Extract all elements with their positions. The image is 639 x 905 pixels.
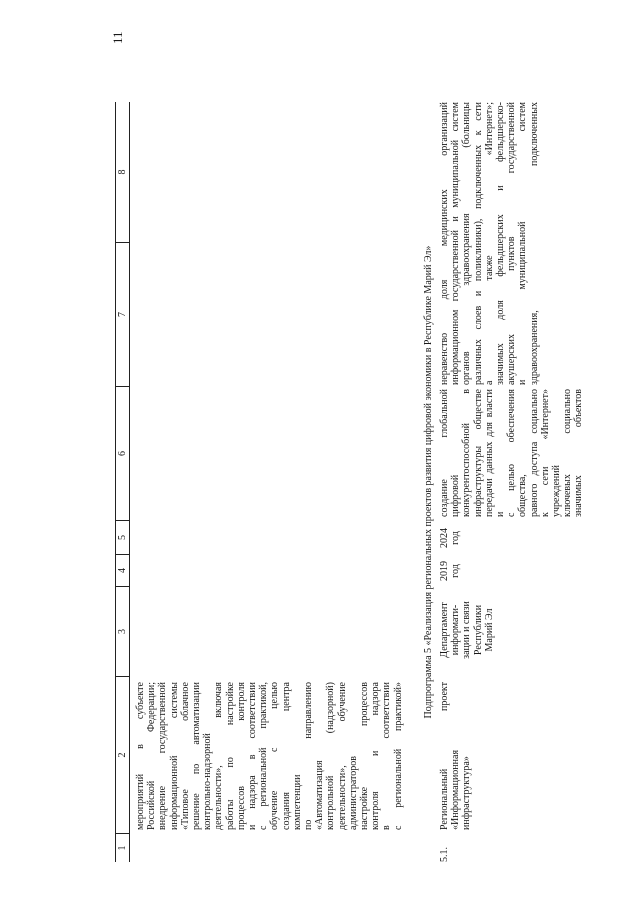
- header-col-5: 5: [116, 521, 129, 555]
- effect-and-indicators: неравенство доля медицинских организаций информационном государственной и муниципальной систем органов здравоохранения (больницы различных слоев и поликлиники), подключенных к сети а также «Интернет»; значимых доля фельдшерских и фельдшерско- акушерских пунктов государственной и муниципальной систем здравоохранения, подключенных: [439, 102, 540, 385]
- executor: Департамент информати- зации и связи Республики Марий Эл: [439, 601, 495, 659]
- project-name: Региональный проект «Информационная инфраструктура»: [439, 682, 473, 830]
- row-number: 5.1.: [439, 847, 450, 862]
- continuation-description: мероприятий в субъекте Российской Федерации; внедрение государственной информационной системы «Типовое облачное решение по автоматизации контрольно-надзорной деятельности», включая работы по настройке процессов контроля и надзора в соответствии с региональной практикой, обучение с целью создания центра компетенции по направлению «Автоматизация контрольной (надзорной) деятельности», обучение администраторов настройке процессов контроля и надзора в соответствии с региональной практикой»: [135, 682, 404, 830]
- header-col-6: 6: [116, 387, 129, 521]
- header-col-7: 7: [116, 243, 129, 387]
- header-col-3: 3: [116, 587, 129, 677]
- table-header-row: [115, 102, 130, 862]
- rotated-table-page: [115, 102, 585, 862]
- subprogram-heading: Подпрограмма 5 «Реализация региональных проектов развития цифровой экономики в Республике Марий Эл»: [423, 245, 434, 719]
- page-number: 11: [110, 31, 125, 44]
- end-year: 2024 год: [439, 528, 462, 548]
- expected-result: создание глобальной цифровой конкурентоспособной в инфраструктуры обществе передачи данных для власти и с целью обеспечения общества, равного доступа социально к сети «Интернет» учреждений ключевых социально значимых объектов: [439, 389, 585, 517]
- header-col-4: 4: [116, 555, 129, 587]
- start-year: 2019 год: [439, 561, 462, 581]
- header-col-8: 8: [116, 102, 129, 243]
- header-col-1: 1: [117, 845, 128, 851]
- header-col-2: 2: [116, 677, 129, 834]
